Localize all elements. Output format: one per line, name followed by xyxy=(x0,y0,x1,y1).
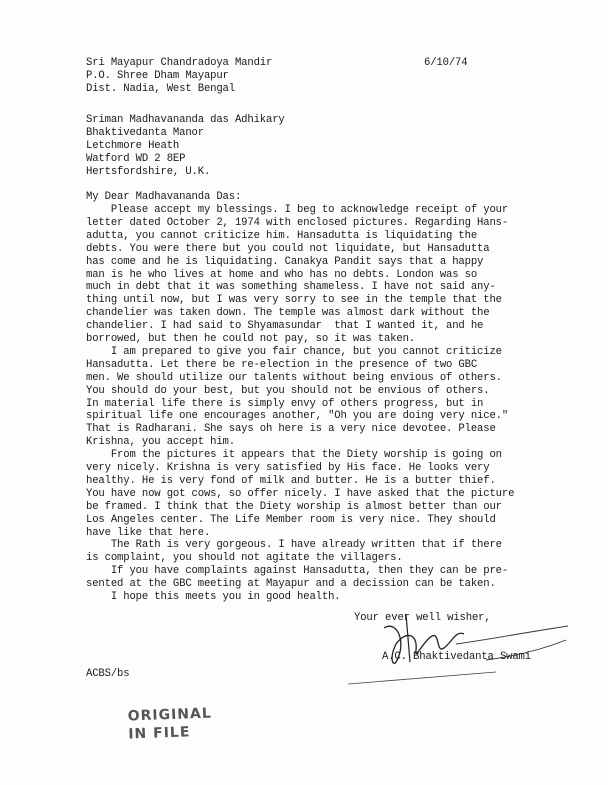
stamp-line-1: ORIGINAL xyxy=(127,705,213,725)
recipient-name: Sriman Madhavananda das Adhikary xyxy=(86,114,285,126)
typist-initials: ACBS/bs xyxy=(86,668,130,680)
salutation: My Dear Madhavananda Das: xyxy=(86,191,242,203)
body-line: Los Angeles center. The Life Member room is very nice. They should xyxy=(86,513,496,526)
body-line: Krishna, you accept him. xyxy=(86,436,235,449)
closing: Your ever well wisher, xyxy=(354,612,491,624)
body-line: If you have complaints against Hansadutta, then they can be pre- xyxy=(86,565,509,578)
signature-scribble xyxy=(336,600,576,700)
recipient-line-1: Bhaktivedanta Manor xyxy=(86,127,204,139)
body-line: debts. You were there but you could not liquidate, but Hansadutta xyxy=(86,242,490,255)
letter-date: 6/10/74 xyxy=(424,57,468,69)
body-line: healthy. He is very fond of milk and butter. He is a butter thief. xyxy=(86,474,496,487)
body-line: is complaint, you should not agitate the villagers. xyxy=(86,552,403,565)
body-line: much in debt that it was something shameless. I have not said any- xyxy=(86,281,496,294)
body-line: borrowed, but then he could not pay, so it was taken. xyxy=(86,333,415,345)
recipient-line-2: Letchmore Heath xyxy=(86,140,180,152)
body-line: chandelier. I had said to Shyamasundar that I wanted it, and he xyxy=(86,320,484,333)
body-line: man is he who lives at home and who has no debts. London was so xyxy=(86,268,478,281)
body-line: I hope this meets you in good health. xyxy=(86,591,341,603)
body-line: men. We should utilize our talents without being envious of others. xyxy=(86,371,502,384)
body-line: The Rath is very gorgeous. I have already written that if there xyxy=(86,539,502,552)
body-line: In material life there is simply envy of others progress, but in xyxy=(86,397,484,410)
body-line: You have now got cows, so offer nicely. I have asked that the picture xyxy=(86,487,515,500)
file-stamp xyxy=(127,705,212,744)
body-line: has come and he is liquidating. Canakya Pandit says that a happy xyxy=(86,255,484,268)
sender-line-1: Sri Mayapur Chandradoya Mandir xyxy=(86,57,273,69)
body-line: Hansadutta. Let there be re-election in the presence of two GBC xyxy=(86,358,478,371)
sender-line-3: Dist. Nadia, West Bengal xyxy=(86,83,235,95)
body-line: adutta, you cannot criticize him. Hansadutta is liquidating the xyxy=(86,229,478,242)
body-line: have like that here. xyxy=(86,526,211,539)
signer-name: A.C. Bhaktivedanta Swami xyxy=(382,651,531,663)
body-line: spiritual life one encourages another, "Oh you are doing very nice." xyxy=(86,410,509,423)
sender-line-2: P.O. Shree Dham Mayapur xyxy=(86,70,229,82)
body-line: be framed. I think that the Diety worship is almost better than our xyxy=(86,500,502,513)
body-line: Please accept my blessings. I beg to acknowledge receipt of your xyxy=(86,204,509,216)
stamp-line-2: IN FILE xyxy=(128,724,191,743)
body-line: From the pictures it appears that the Diety worship is going on xyxy=(86,449,502,462)
body-line: That is Radharani. She says oh here is a very nice devotee. Please xyxy=(86,423,496,436)
body-line: chandelier was taken down. The temple was almost dark without the xyxy=(86,307,490,320)
recipient-line-4: Hertsfordshire, U.K. xyxy=(86,166,211,178)
recipient-line-3: Watford WD 2 8EP xyxy=(86,153,186,165)
body-line: sented at the GBC meeting at Mayapur and a decission can be taken. xyxy=(86,578,496,591)
body-line: I am prepared to give you fair chance, but you cannot criticize xyxy=(86,345,502,358)
body-line: thing until now, but I was very sorry to see in the temple that the xyxy=(86,294,502,307)
body-line: very nicely. Krishna is very satisfied by His face. He looks very xyxy=(86,462,490,474)
body-line: letter dated October 2, 1974 with enclosed pictures. Regarding Hans- xyxy=(86,216,509,229)
body-line: You should do your best, but you should not be envious of others. xyxy=(86,384,490,397)
